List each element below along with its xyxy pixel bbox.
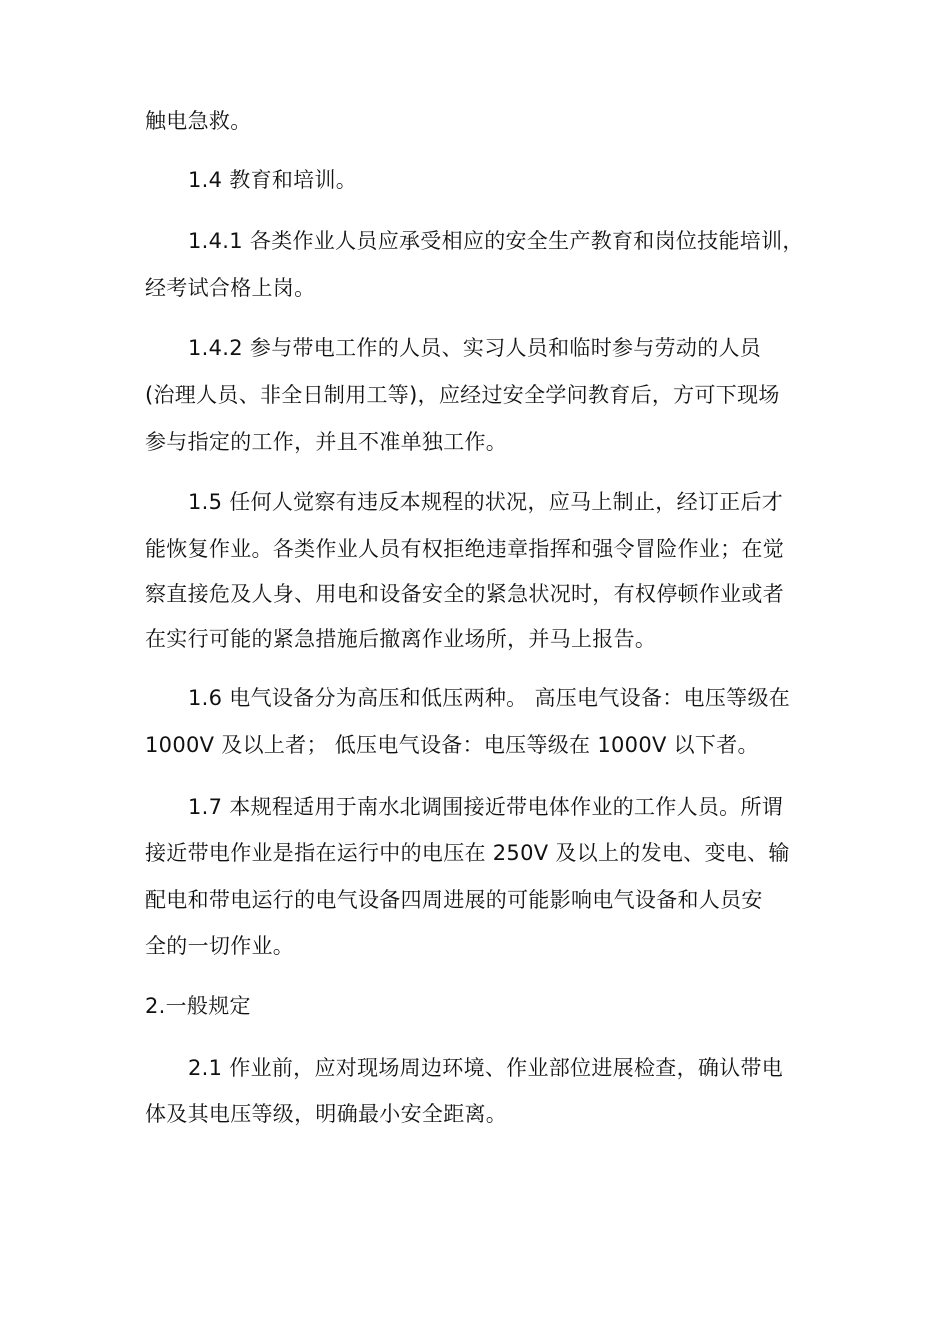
text-line: 1.7 本规程适用于南水北调围接近带电体作业的工作人员。所谓 xyxy=(188,795,784,819)
text-line: 察直接危及人身、用电和设备安全的紧急状况时，有权停顿作业或者 xyxy=(145,582,784,606)
text-line: 在实行可能的紧急措施后撤离作业场所，并马上报告。 xyxy=(145,627,657,651)
text-line: 1000V 及以上者； 低压电气设备：电压等级在 1000V 以下者。 xyxy=(145,733,759,757)
text-line: 接近带电作业是指在运行中的电压在 250V 及以上的发电、变电、输 xyxy=(145,841,790,865)
text-line: 经考试合格上岗。 xyxy=(145,276,316,300)
text-line: (治理人员、非全日制用工等)，应经过安全学问教育后，方可下现场 xyxy=(145,383,780,407)
text-line: 1.4.1 各类作业人员应承受相应的安全生产教育和岗位技能培训， xyxy=(188,229,804,253)
section-heading: 2.一般规定 xyxy=(145,994,251,1018)
text-line: 体及其电压等级，明确最小安全距离。 xyxy=(145,1102,508,1126)
text-line: 1.6 电气设备分为高压和低压两种。 高压电气设备：电压等级在 xyxy=(188,686,791,710)
text-line: 全的一切作业。 xyxy=(145,934,295,958)
text-line: 触电急救。 xyxy=(145,109,252,133)
text-line: 1.4.2 参与带电工作的人员、实习人员和临时参与劳动的人员 xyxy=(188,336,762,360)
text-line: 能恢复作业。各类作业人员有权拒绝违章指挥和强令冒险作业；在觉 xyxy=(145,537,784,561)
text-line: 参与指定的工作，并且不准单独工作。 xyxy=(145,430,508,454)
text-line: 配电和带电运行的电气设备四周进展的可能影响电气设备和人员安 xyxy=(145,888,763,912)
text-line: 2.1 作业前，应对现场周边环境、作业部位进展检查，确认带电 xyxy=(188,1056,784,1080)
text-line: 1.5 任何人觉察有违反本规程的状况，应马上制止，经订正后才 xyxy=(188,490,784,514)
section-heading: 1.4 教育和培训。 xyxy=(188,168,358,192)
